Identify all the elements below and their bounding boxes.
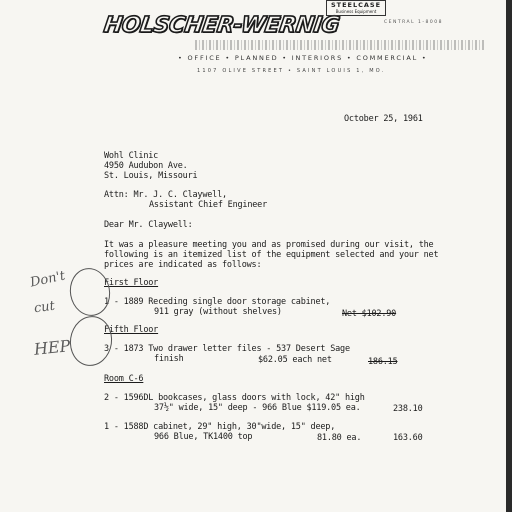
item-line: 1 - 1588D cabinet, 29" high, 30"wide, 15" deep,	[104, 422, 336, 432]
intro-line: prices are indicated as follows:	[104, 260, 262, 270]
margin-note: Don't	[28, 268, 67, 291]
badge-title: STEELCASE	[330, 1, 382, 9]
item-total: Net $102.90	[342, 309, 397, 319]
item-line: 966 Blue, TK1400 top	[154, 432, 253, 442]
section-heading-first-floor: First Floor	[104, 278, 159, 288]
steelcase-badge	[326, 0, 386, 16]
letter-date: October 25, 1961	[344, 114, 423, 124]
item-unit-price: 81.80 ea.	[317, 433, 362, 443]
company-logo: HOLSCHER-WERNIG	[102, 13, 341, 38]
attention-line: Attn: Mr. J. C. Claywell,	[104, 190, 227, 200]
company-address: 1107 OLIVE STREET • SAINT LOUIS 1, MO.	[197, 68, 386, 74]
circle-mark	[66, 265, 114, 319]
phone-number: CENTRAL 1-8008	[384, 20, 443, 25]
item-line: 911 gray (without shelves)	[154, 307, 282, 317]
circle-mark	[67, 313, 116, 368]
item-unit-price: $62.05 each net	[258, 355, 332, 365]
intro-line: It was a pleasure meeting you and as promised during our visit, the	[104, 240, 434, 250]
salutation: Dear Mr. Claywell:	[104, 220, 193, 230]
item-total: 163.60	[393, 433, 423, 443]
margin-note: cut	[33, 298, 56, 317]
letterhead-strip	[195, 40, 485, 50]
recipient-line: 4950 Audubon Ave.	[104, 161, 188, 171]
item-total: 238.10	[393, 404, 423, 414]
item-line: 1 - 1889 Receding single door storage cabinet,	[104, 297, 331, 307]
recipient-line: Wohl Clinic	[104, 151, 159, 161]
item-line: 2 - 1596DL bookcases, glass doors with lock, 42" high	[104, 393, 365, 403]
intro-line: following is an itemized list of the equipment selected and your net	[104, 250, 439, 260]
badge-subtitle: Business Equipment	[335, 9, 377, 14]
item-total: 186.15	[368, 357, 398, 367]
section-heading-room-c6: Room C-6	[104, 374, 144, 384]
item-line: 3 - 1873 Two drawer letter files - 537 Desert Sage	[104, 344, 350, 354]
attention-title: Assistant Chief Engineer	[149, 200, 268, 210]
section-heading-fifth-floor: Fifth Floor	[104, 325, 159, 335]
recipient-line: St. Louis, Missouri	[104, 171, 198, 181]
scan-edge	[506, 0, 512, 512]
company-tagline: • OFFICE • PLANNED • INTERIORS • COMMERCIAL •	[178, 54, 428, 62]
margin-initials: HEP	[33, 336, 72, 359]
item-line: finish	[154, 354, 184, 364]
item-line: 37½" wide, 15" deep - 966 Blue $119.05 ea.	[154, 403, 361, 413]
